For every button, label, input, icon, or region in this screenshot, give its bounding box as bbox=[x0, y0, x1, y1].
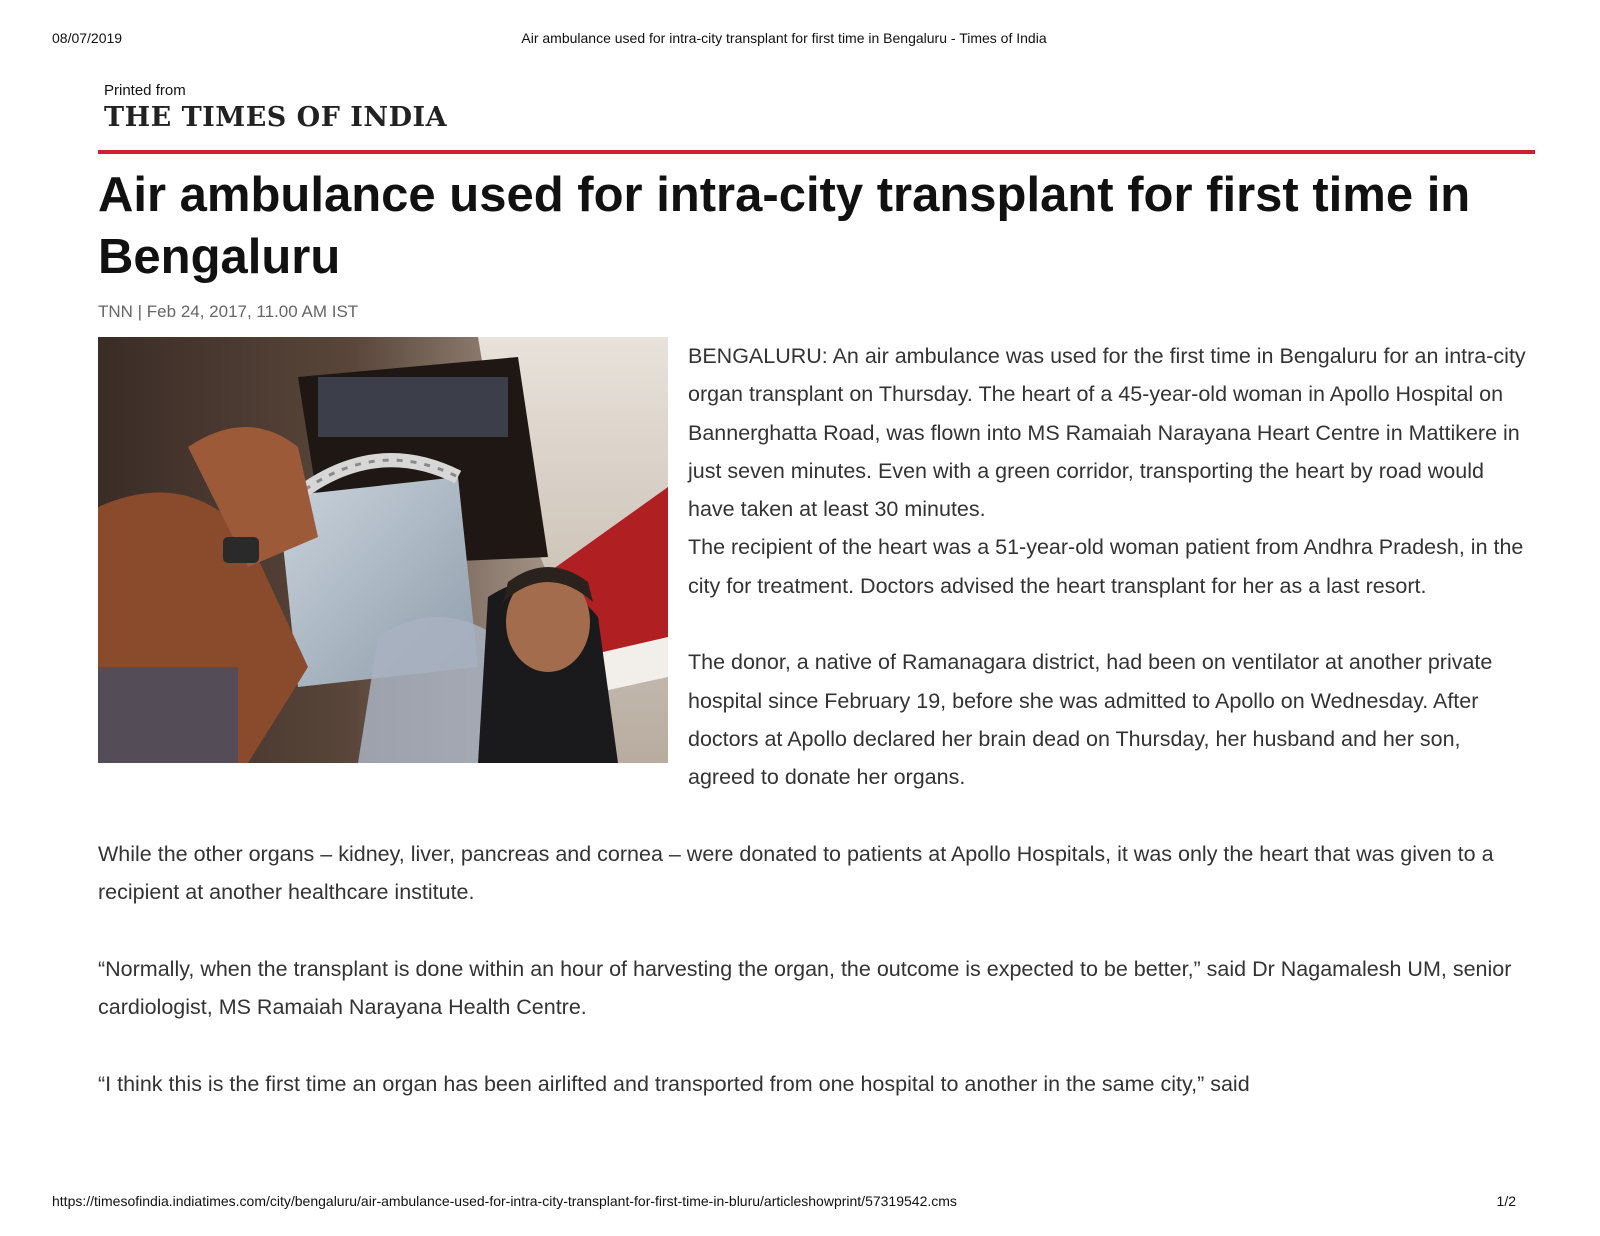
article-body bbox=[98, 337, 1530, 1103]
print-url-link[interactable]: https://timesofindia.indiatimes.com/city/bengaluru/air-ambulance-used-for-intra-city-transplant-for-first-time-in-bluru/articleshowprint/57319542.cms bbox=[52, 1193, 957, 1209]
photo-organ-transfer-helicopter-icon bbox=[98, 337, 668, 763]
article-photo bbox=[98, 337, 668, 763]
print-date: 08/07/2019 bbox=[52, 30, 123, 46]
paragraph-3: The donor, a native of Ramanagara district, had been on ventilator at another private hospital since February 19, before she was admitted to Apollo on Wednesday. After doctors at Apollo declared her brain dead on Thursday, her husband and her son, agreed to donate her organs. bbox=[688, 650, 1493, 790]
printed-from-label: Printed from bbox=[104, 82, 186, 99]
print-footer bbox=[52, 1193, 1516, 1209]
paragraph-6: “I think this is the first time an organ has been airlifted and transported from one hospital to another in the same city,” said bbox=[98, 1071, 1250, 1096]
print-header bbox=[52, 30, 1516, 50]
masthead bbox=[104, 82, 447, 134]
paragraph-4: While the other organs – kidney, liver, pancreas and cornea – were donated to patients at Apollo Hospitals, it was only the heart that was given to a recipient at another healthcare institute. bbox=[98, 841, 1494, 905]
print-doc-title: Air ambulance used for intra-city transplant for first time in Bengaluru - Times of India bbox=[521, 30, 1047, 46]
page-number: 1/2 bbox=[1496, 1193, 1516, 1209]
article-byline: TNN | Feb 24, 2017, 11.00 AM IST bbox=[98, 302, 359, 321]
newspaper-logo: THE TIMES OF INDIA bbox=[104, 102, 448, 133]
header-divider bbox=[98, 150, 1535, 154]
article-headline: Air ambulance used for intra-city transplant for first time in Bengaluru bbox=[98, 168, 1471, 284]
paragraph-1: BENGALURU: An air ambulance was used for the first time in Bengaluru for an intra-city organ transplant on Thursday. The heart of a 45-year-old woman in Apollo Hospital on Bannerghatta Road, was flown into MS Ramaiah Narayana Heart Centre in Mattikere in just seven minutes. Even with a green corridor, transporting the heart by road would have taken at least 30 minutes. bbox=[688, 344, 1526, 522]
paragraph-2: The recipient of the heart was a 51-year-old woman patient from Andhra Pradesh, in the city for treatment. Doctors advised the heart transplant for her as a last resort. bbox=[688, 535, 1524, 598]
paragraph-5: “Normally, when the transplant is done within an hour of harvesting the organ, the outcome is expected to be better,” said Dr Nagamalesh UM, senior cardiologist, MS Ramaiah Narayana Health Centre. bbox=[98, 956, 1512, 1020]
